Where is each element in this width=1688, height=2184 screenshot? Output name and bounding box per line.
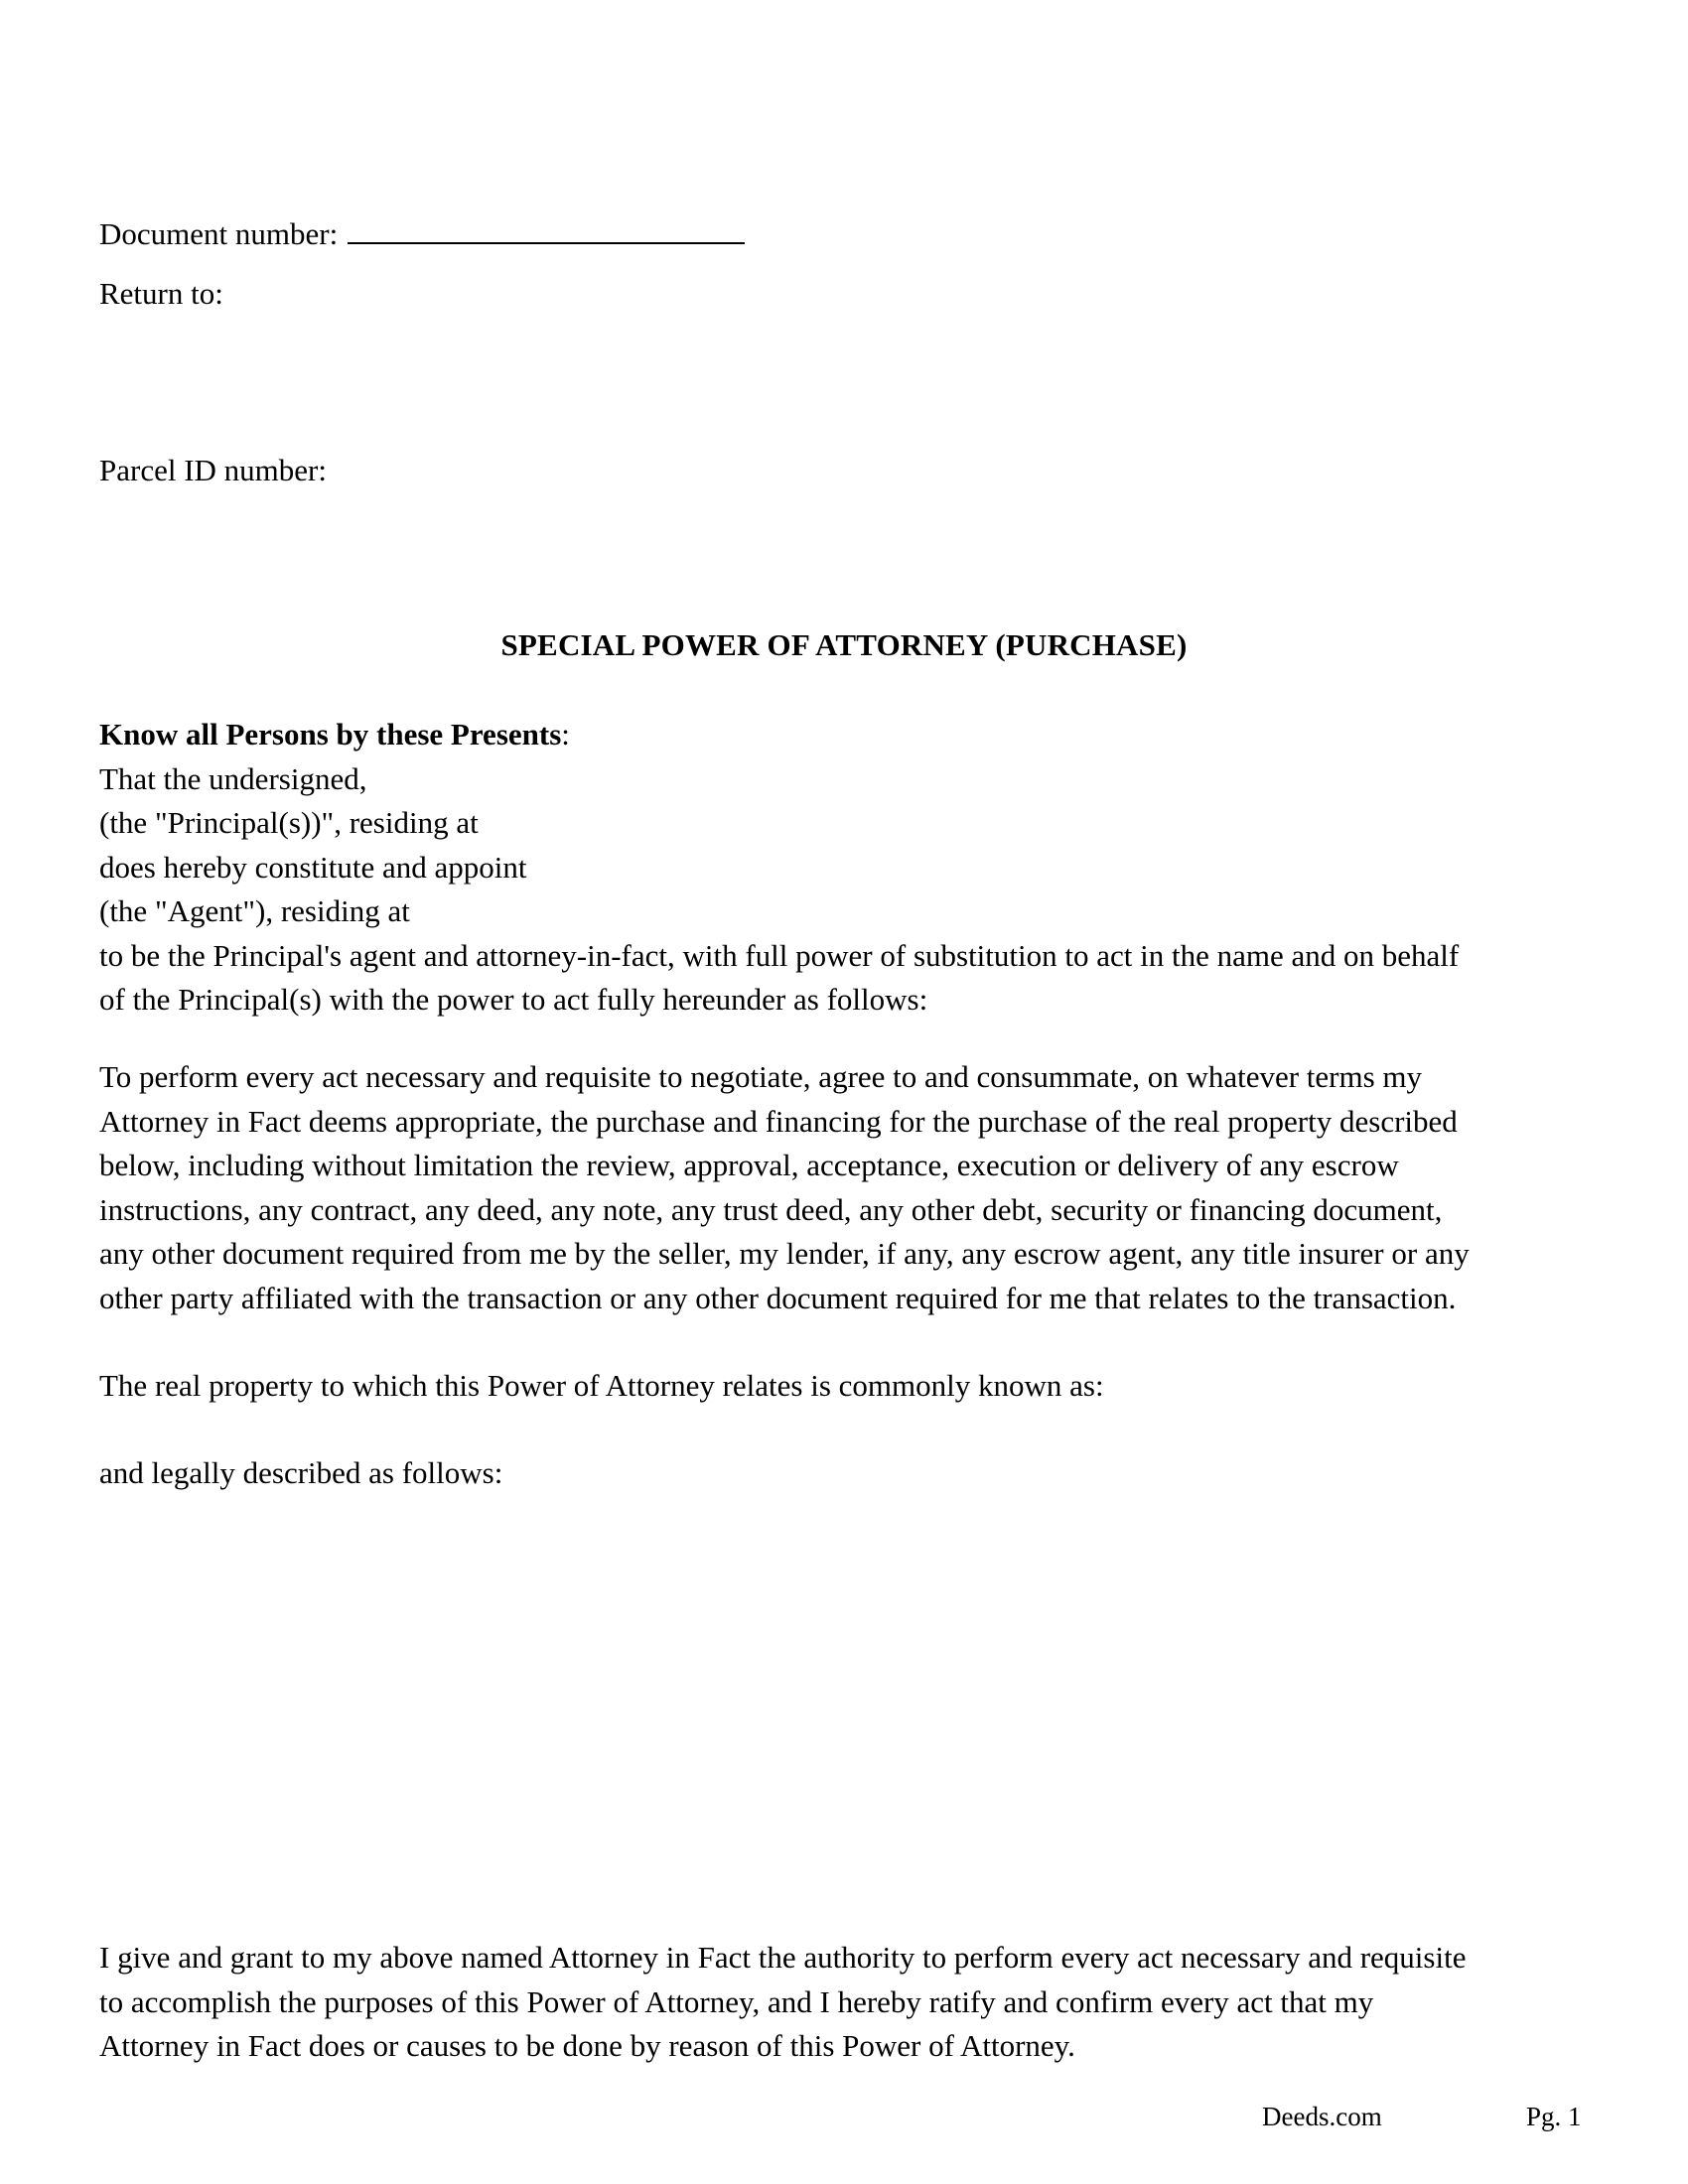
intro-line: (the "Principal(s))", residing at	[99, 805, 479, 840]
purchase-powers-paragraph	[99, 1055, 1599, 1320]
intro-line: That the undersigned,	[99, 760, 367, 796]
legally-described: and legally described as follows:	[99, 1455, 503, 1490]
paragraph-line: I give and grant to my above named Attorney in Fact the authority to perform every act necessary and requisite	[99, 1940, 1467, 1975]
footer-page-number: Pg. 1	[1526, 2102, 1582, 2131]
document-number-blank[interactable]	[348, 210, 745, 244]
paragraph-line: any other document required from me by the seller, my lender, if any, any escrow agent, any title insurer or any	[99, 1236, 1470, 1271]
paragraph-line: below, including without limitation the review, approval, acceptance, execution or delivery of any escrow	[99, 1148, 1399, 1182]
footer-site: Deeds.com	[1262, 2102, 1382, 2131]
return-to-label: Return to:	[99, 276, 223, 311]
paragraph-line: Attorney in Fact deems appropriate, the purchase and financing for the purchase of the real property described	[99, 1103, 1458, 1139]
document-number-label: Document number:	[99, 216, 339, 251]
paragraph-line: Attorney in Fact does or causes to be done by reason of this Power of Attorney.	[99, 2028, 1075, 2063]
intro-line: (the "Agent"), residing at	[99, 893, 410, 928]
document-title: SPECIAL POWER OF ATTORNEY (PURCHASE)	[500, 627, 1188, 662]
paragraph-line: to accomplish the purposes of this Power of Attorney, and I hereby ratify and confirm every act that my	[99, 1983, 1374, 2019]
paragraph-line: To perform every act necessary and requisite to negotiate, agree to and consummate, on whatever terms my	[99, 1059, 1423, 1094]
authority-grant-paragraph	[99, 1936, 1599, 2069]
intro-heading-bold: Know all Persons by these Presents	[99, 717, 562, 751]
intro-heading	[99, 713, 1599, 757]
intro-line: of the Principal(s) with the power to act fully hereunder as follows:	[99, 982, 928, 1017]
paragraph-line: instructions, any contract, any deed, any note, any trust deed, any other debt, security or financing document,	[99, 1191, 1443, 1227]
intro-block	[99, 713, 1599, 1023]
document-number-field	[99, 210, 745, 256]
parcel-id-label: Parcel ID number:	[99, 453, 327, 487]
intro-line: to be the Principal's agent and attorney-in-fact, with full power of substitution to act in the name and on behalf	[99, 937, 1460, 973]
property-known-as: The real property to which this Power of Attorney relates is commonly known as:	[99, 1368, 1104, 1403]
paragraph-line: other party affiliated with the transaction or any other document required for me that relates to the transaction.	[99, 1280, 1457, 1315]
intro-heading-colon: :	[561, 717, 570, 751]
intro-line: does hereby constitute and appoint	[99, 849, 527, 885]
